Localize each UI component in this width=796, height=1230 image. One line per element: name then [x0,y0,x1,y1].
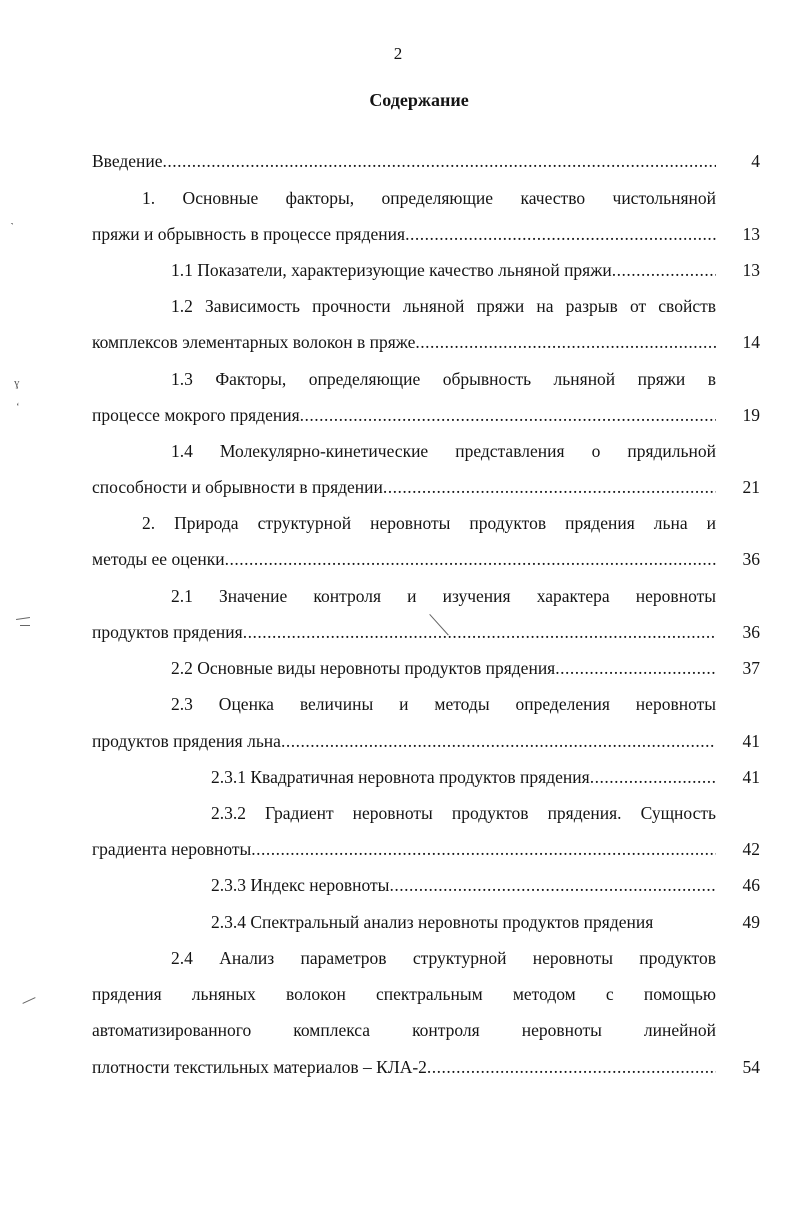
toc-entry-line [92,221,716,247]
toc-page-number: 13 [742,260,760,280]
toc-entry-line [92,728,716,754]
toc-entry-text: методы ее оценки [92,549,225,569]
toc-entry-text: комплексов элементарных волокон в пряже [92,332,416,352]
toc-entry-text: 1.2 Зависимость прочности льняной пряжи на разрыв от свойств [171,296,716,316]
toc-page-number: 46 [742,875,760,895]
toc-entry-text: 2.3.1 Квадратичная неровнота продуктов прядения [211,767,590,787]
toc-page-number: 37 [742,658,760,678]
toc-entry-line [92,148,716,174]
toc-entry-line [92,185,716,211]
toc-entry-line [92,800,716,826]
toc-entry-text: 1.3 Факторы, определяющие обрывность льняной пряжи в [171,369,716,389]
toc-leader-dots [415,329,716,355]
toc-entry-text: 2.3 Оценка величины и методы определения неровноты [171,694,716,714]
toc-leader-dots [612,257,716,283]
toc-entry-line [92,293,716,319]
page-number: 2 [393,44,403,63]
toc-leader-dots [389,872,716,898]
toc-page-number: 13 [742,224,760,244]
toc-entry-line [92,945,716,971]
toc-entry-text: прядения льняных волокон спектральным методом с помощью [92,984,716,1004]
toc-entry-line [92,366,716,392]
toc-entry-line [92,438,716,464]
toc-entry-line [92,1054,716,1080]
toc-entry-text: 1. Основные факторы, определяющие качество чистольняной [142,188,716,208]
toc-entry-text: пряжи и обрывность в процессе прядения [92,224,406,244]
toc-entry-line [92,583,716,609]
toc-page-number: 36 [742,622,760,642]
toc-page-number: 4 [751,151,760,171]
toc-entry-text: градиента неровноты [92,839,252,859]
toc-entry-text: 1.1 Показатели, характеризующие качество льняной пряжи [171,260,612,280]
toc-entry-text: Введение [92,151,163,171]
toc-leader-dots [555,655,716,681]
toc-leader-dots [383,474,716,500]
toc-entry-line [92,402,716,428]
toc-leader-dots [281,728,716,754]
toc-entry-line [92,1017,716,1043]
toc-entry-text: продуктов прядения [92,622,243,642]
toc-entry-text: 2. Природа структурной неровноты продуктов прядения льна и [142,513,716,533]
scan-mark: ɣ [14,377,20,389]
scan-mark: ˺ [10,221,14,233]
toc-entry-line [92,619,716,645]
toc-entry-text: продуктов прядения льна [92,731,281,751]
toc-leader-dots [163,148,716,174]
scan-mark [20,625,30,626]
toc-page-number: 14 [742,332,760,352]
toc-entry-line [92,836,716,862]
toc-leader-dots [243,619,716,645]
toc-leader-dots [251,836,716,862]
toc-entry-line [92,872,716,898]
toc-leader-dots [590,764,716,790]
toc-page-number: 54 [742,1057,760,1077]
toc-entry-text: 1.4 Молекулярно-кинетические представления о прядильной [171,441,716,461]
toc-entry-text: 2.3.4 Спектральный анализ неровноты продуктов прядения [211,912,654,932]
toc-entry-line [92,329,716,355]
toc-page-number: 19 [742,405,760,425]
page-title: Содержание [369,90,469,110]
toc-page-number: 49 [742,912,760,932]
toc-entry-text: способности и обрывности в прядении [92,477,383,497]
toc-entry-line [92,474,716,500]
toc-entry-line [92,764,716,790]
toc-leader-dots [405,221,716,247]
toc-entry-text: плотности текстильных материалов – КЛА-2 [92,1057,427,1077]
toc-leader-dots [427,1054,716,1080]
toc-entry-text: 2.2 Основные виды неровноты продуктов прядения [171,658,556,678]
toc-entry-line [92,909,716,935]
toc-leader-dots [225,546,716,572]
toc-leader-dots [300,402,716,428]
toc-entry-line [92,655,716,681]
toc-entry-line [92,981,716,1007]
toc-entry-line [92,510,716,536]
toc-entry-text: автоматизированного комплекса контроля неровноты линейной [92,1020,716,1040]
toc-entry-line [92,257,716,283]
toc-entry-text: 2.1 Значение контроля и изучения характера неровноты [171,586,716,606]
toc-page-number: 41 [742,767,760,787]
toc-page-number: 21 [742,477,760,497]
toc-entry-text: 2.3.3 Индекс неровноты [211,875,390,895]
toc-page-number: 36 [742,549,760,569]
scan-mark: ʻ [16,401,20,413]
toc-page-number: 42 [742,839,760,859]
toc-entry-line [92,546,716,572]
toc-entry-text: 2.3.2 Градиент неровноты продуктов прядения. Сущность [211,803,716,823]
toc-entry-text: процессе мокрого прядения [92,405,300,425]
toc-entry-text: 2.4 Анализ параметров структурной неровноты продуктов [171,948,716,968]
toc-page-number: 41 [742,731,760,751]
toc-entry-line [92,691,716,717]
